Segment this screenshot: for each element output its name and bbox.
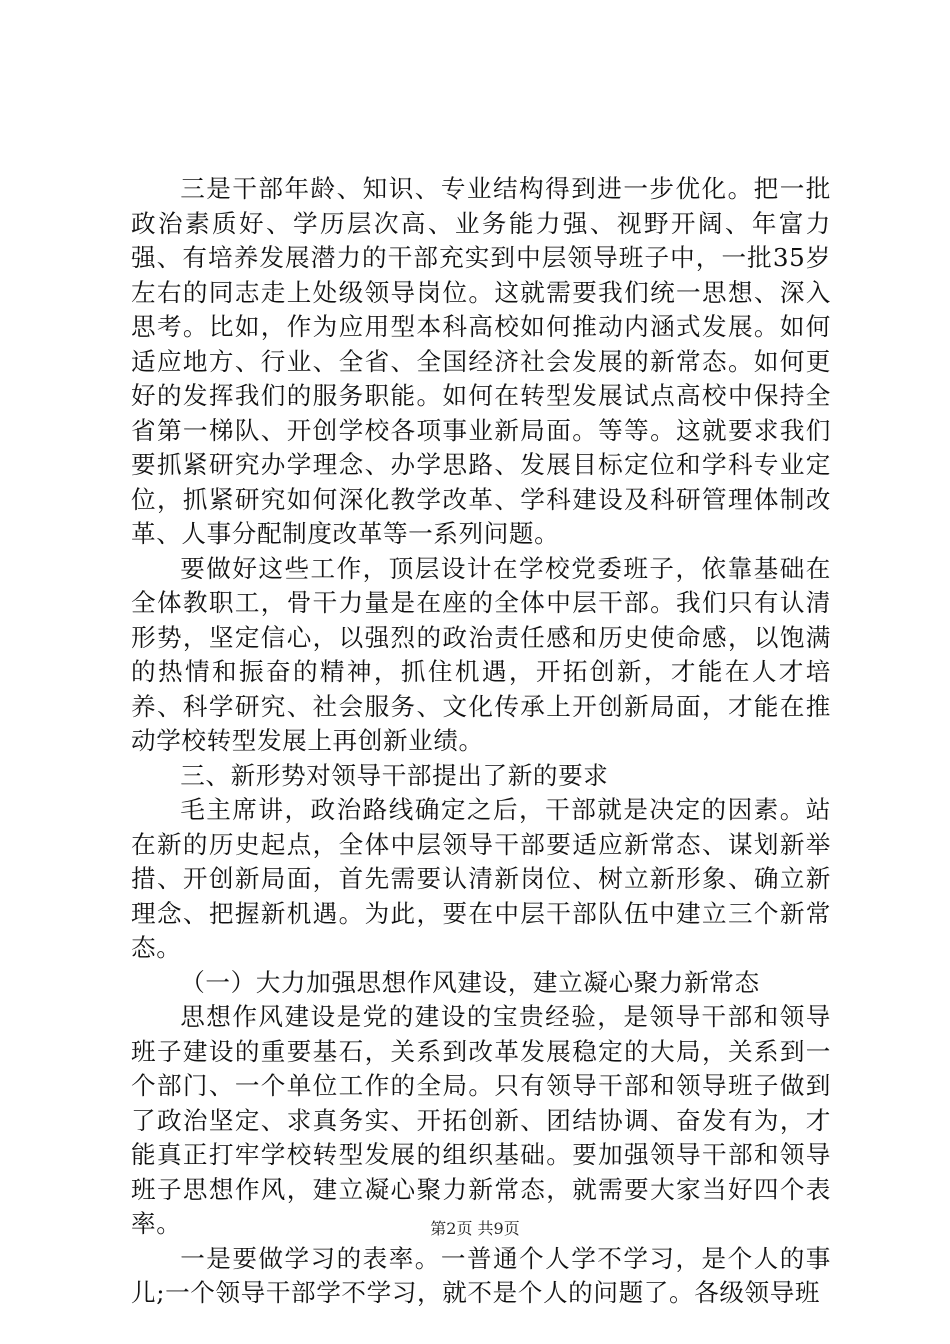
document-body	[131, 172, 831, 1311]
paragraph-top-level-design: 要做好这些工作，顶层设计在学校党委班子，依靠基础在全体教职工，骨干力量是在座的全体中层干部。我们只有认清形势，坚定信心，以强烈的政治责任感和历史使命感，以饱满的热情和振奋的精神，抓住机遇，开拓创新，才能在人才培养、科学研究、社会服务、文化传承上开创新局面，才能在推动学校转型发展上再创新业绩。	[131, 553, 831, 755]
subsection-heading-ideological-style: （一）大力加强思想作风建设，建立凝心聚力新常态	[180, 967, 760, 997]
paragraph-political-line: 毛主席讲，政治路线确定之后，干部就是决定的因素。站在新的历史起点，全体中层领导干部要适应新常态、谋划新举措、开创新局面，首先需要认清新岗位、树立新形象、确立新理念、把握新机遇。为此，要在中层干部队伍中建立三个新常态。	[131, 795, 831, 962]
page-number-footer: 第2页 共9页	[430, 1219, 520, 1238]
paragraph-cadre-structure: 三是干部年龄、知识、专业结构得到进一步优化。把一批政治素质好、学历层次高、业务能力强、视野开阔、年富力强、有培养发展潜力的干部充实到中层领导班子中，一批35岁左右的同志走上处级领导岗位。这就需要我们统一思想、深入思考。比如，作为应用型本科高校如何推动内涵式发展。如何适应地方、行业、全省、全国经济社会发展的新常态。如何更好的发挥我们的服务职能。如何在转型发展试点高校中保持全省第一梯队、开创学校各项事业新局面。等等。这就要求我们要抓紧研究办学理念、办学思路、发展目标定位和学科专业定位，抓紧研究如何深化教学改革、学科建设及科研管理体制改革、人事分配制度改革等一系列问题。	[131, 174, 831, 548]
section-heading-new-requirements: 三、新形势对领导干部提出了新的要求	[180, 760, 609, 790]
paragraph-ideological-style: 思想作风建设是党的建设的宝贵经验，是领导干部和领导班子建设的重要基石，关系到改革发展稳定的大局，关系到一个部门、一个单位工作的全局。只有领导干部和领导班子做到了政治坚定、求真务实、开拓创新、团结协调、奋发有为，才能真正打牢学校转型发展的组织基础。要加强领导干部和领导班子思想作风，建立凝心聚力新常态，就需要大家当好四个表率。	[131, 1002, 831, 1238]
paragraph-study-example: 一是要做学习的表率。一普通个人学不学习，是个人的事儿;一个领导干部学不学习，就不是个人的问题了。各级领导班	[131, 1243, 831, 1307]
